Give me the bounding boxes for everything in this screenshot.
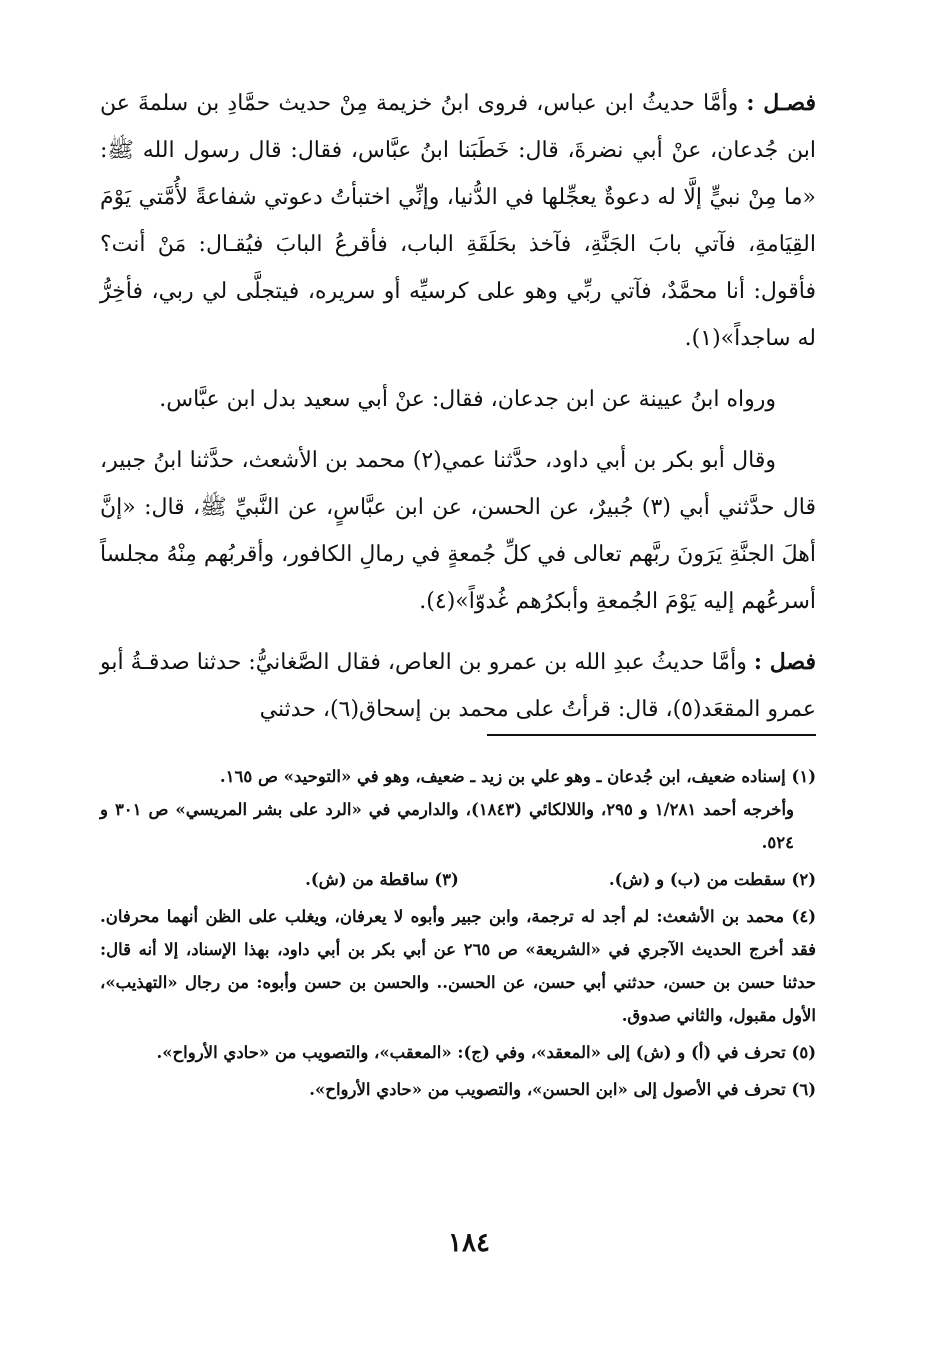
footnote-6: (٦) تحرف في الأصول إلى «ابن الحسن»، والتصويب من «حادي الأرواح». <box>309 1080 816 1099</box>
footnotes <box>100 760 816 1110</box>
footnotes-2-3 <box>100 863 816 896</box>
footnote-4: (٤) محمد بن الأشعث: لم أجد له ترجمة، وابن جبير وأبوه لا يعرفان، ويغلب على الظن أنهما محرفان. فقد أخرج الحديث الآجري في «الشريعة» ص ٢٦٥ عن أبي بكر بن أبي داود، بهذا الإسناد، إلا أنه قال: حدثنا حسن بن حسن، حدثني أبي حسن، عن الحسن.. والحسن بن حسن وأبوه: من رجال «التهذيب»، الأول مقبول، والثاني صدوق. <box>100 907 816 1025</box>
section-heading: فصـل : <box>746 90 817 116</box>
page-number: ١٨٤ <box>448 1228 490 1258</box>
paragraph-abdullah-bin-amr <box>100 639 816 733</box>
paragraph-ibn-abbas <box>100 80 816 362</box>
footnote-separator <box>487 734 816 736</box>
paragraph-text: وأمَّا حديثُ ابن عباس، فروى ابنُ خزيمة مِنْ حديث حمَّادِ بن سلمةَ عن ابن جُدعان، عنْ أبي نضرةَ، قال: خَطَبَنا ابنُ عبَّاس، فقال: قال رسول الله ﷺ: «ما مِنْ نبيٍّ إلَّا له دعوةٌ يعجِّلها في الدُّنيا، وإنِّي اختبأتُ دعوتي شفاعةً لأُمَّتي يَوْمَ القِيَامةِ، فآتي بابَ الجَنَّةِ، فآخذ بحَلَقَةِ الباب، فأقرعُ البابَ فيُقـال: مَنْ أنت؟ فأقول: أنا محمَّدٌ، فآتي ربِّي وهو على كرسيِّه أو سريره، فيتجلَّى لي ربي، فأخِرُّ له ساجداً»(١). <box>100 91 816 351</box>
paragraph-text: وقال أبو بكر بن أبي داود، حدَّثنا عمي(٢) محمد بن الأشعث، حدَّثنا ابنُ جبير، قال حدَّثني أبي (٣) جُبيرٌ، عن الحسن، عن ابن عبَّاسٍ، عن النَّبيِّ ﷺ، قال: «إنَّ أهلَ الجنَّةِ يَرَونَ ربَّهم تعالى في كلِّ جُمعةٍ في رمالِ الكافور، وأقربُهم مِنْهُ مجلساً أسرعُهم إليه يَوْمَ الجُمعةِ وأبكرُهم غُدوّاً»(٤). <box>100 448 816 614</box>
footnote-1 <box>100 760 816 859</box>
paragraph-ibn-uyaynah <box>100 376 816 423</box>
paragraph-abu-bakr <box>100 437 816 625</box>
footnote-3: (٣) ساقطة من (ش). <box>305 870 459 889</box>
main-text <box>100 80 816 747</box>
footnote-1-line-a: (١) إسناده ضعيف، ابن جُدعان ـ وهو علي بن زيد ـ ضعيف، وهو في «التوحيد» ص ١٦٥. <box>219 767 816 786</box>
footnote-2: (٢) سقطت من (ب) و (ش). <box>608 870 816 889</box>
footnote-1-line-b: وأخرجه أحمد ١/٢٨١ و ٢٩٥، واللالكائي (١٨٤٣)، والدارمي في «الرد على بشر المريسي» ص ٣٠١ و ٥٢٤. <box>100 800 795 852</box>
paragraph-text: وأمَّا حديثُ عبدِ الله بن عمرو بن العاص، فقال الصَّغانيُّ: حدثنا صدقـةُ أبو عمرو المقعَد(٥)، قال: قرأتُ على محمد بن إسحاق(٦)، حدثني <box>100 650 816 722</box>
paragraph-text: ورواه ابنُ عيينة عن ابن جدعان، فقال: عنْ أبي سعيد بدل ابن عبَّاس. <box>159 387 776 412</box>
section-heading: فصل : <box>753 649 816 675</box>
footnote-5: (٥) تحرف في (أ) و (ش) إلى «المعقد»، وفي (ج): «المعقب»، والتصويب من «حادي الأرواح». <box>156 1043 816 1062</box>
